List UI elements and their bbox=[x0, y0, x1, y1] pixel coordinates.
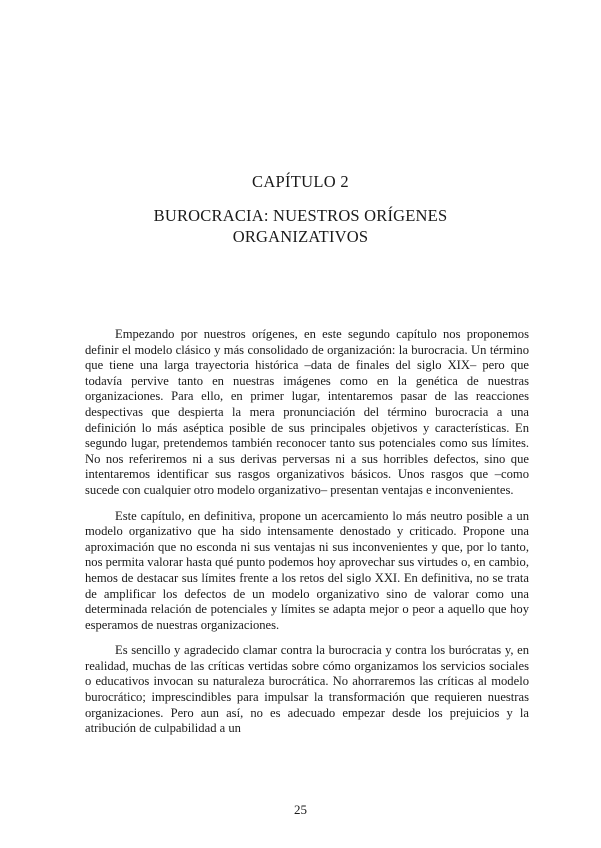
body-text bbox=[85, 327, 529, 747]
chapter-title bbox=[100, 205, 501, 247]
chapter-number: CAPÍTULO 2 bbox=[252, 172, 349, 191]
page-number: 25 bbox=[294, 802, 307, 817]
chapter-title-line-1: BUROCRACIA: NUESTROS ORÍGENES bbox=[153, 206, 448, 225]
chapter-title-line-2: ORGANIZATIVOS bbox=[232, 227, 369, 246]
paragraph: Es sencillo y agradecido clamar contra la burocracia y contra los burócratas y, en realidad, muchas de las críticas vertidas sobre cómo organizamos los servicios sociales o educativos invocan su naturaleza burocrática. No ahorraremos las críticas al modelo burocrático; imprescindibles para impulsar la transformación que requieren nuestras organizaciones. Pero aun así, no es adecuado empezar desde los prejuicios y la atribución de culpabilidad a un bbox=[85, 643, 529, 736]
paragraph: Este capítulo, en definitiva, propone un acercamiento lo más neutro posible a un modelo organizativo que ha sido intensamente denostado y criticado. Propone una aproximación que no esconda ni sus ventajas ni sus inconvenientes y que, por lo tanto, nos permita valorar hasta qué punto podemos hoy aprovechar sus virtudes o, en cambio, hemos de destacar sus límites frente a los retos del siglo XXI. En definitiva, no se trata de amplificar los defectos de un modelo organizativo sino de valorar como una determinada relación de potenciales y límites se adapta mejor o peor a aquello que hoy esperamos de nuestras organizaciones. bbox=[85, 508, 529, 632]
paragraph: Empezando por nuestros orígenes, en este segundo capítulo nos proponemos definir el modelo clásico y más consolidado de organización: la burocracia. Un término que tiene una larga trayectoria histórica –data de finales del siglo XIX– pero que todavía pervive tanto en nuestras imágenes como en la genética de nuestras organizaciones. Para ello, en primer lugar, intentaremos pasar de las reacciones despectivas que despierta la mera pronunciación del término burocracia a una definición lo más aséptica posible de sus principales objetivos y características. En segundo lugar, pretendemos también reconocer tanto sus potenciales como sus límites. No nos referiremos ni a sus derivas perversas ni a sus horribles defectos, sino que intentaremos identificar sus rasgos organizativos básicos. Unos rasgos que –como sucede con cualquier otro modelo organizativo– presentan ventajas e inconvenientes. bbox=[85, 327, 529, 497]
